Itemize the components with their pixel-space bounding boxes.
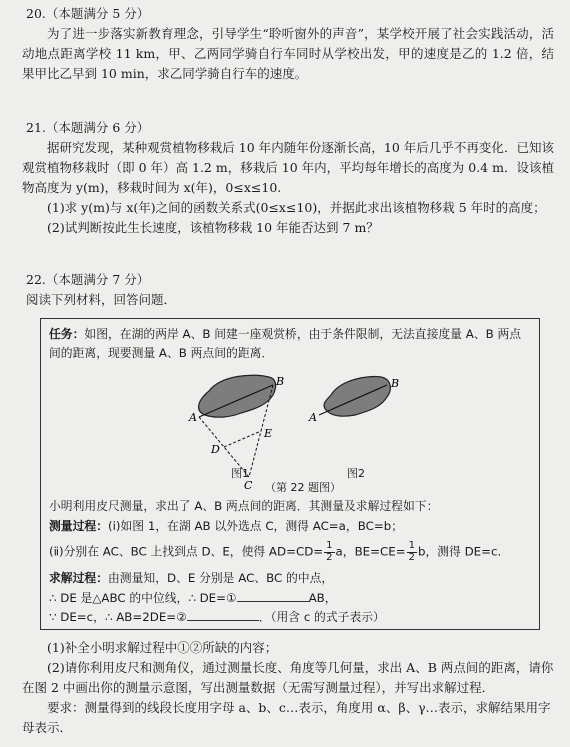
task-label: 任务： [49,327,85,341]
q21-body: 据研究发现，某种观赏植物移栽后 10 年内随年份逐渐长高，10 年后几乎不再变化．已知该观赏植物移栽时（即 0 年）高 1.2 m，移栽后 10 年内，平均每年增长的高度为 0.4 m．设该植物高度为 y(m)，移栽时间为 x(年)，0≤x≤10. [22,140,554,195]
task-text: 如图，在湖的两岸 A、B 间建一座观赏桥，由于条件限制，无法直接度量 A、B 两点间的距离，现要测量 A、B 两点间的距离． [49,327,522,360]
q20-heading: 20.（本题满分 5 分） [26,6,150,21]
answer-blank-1[interactable] [237,589,309,602]
q22-intro: 阅读下列材料，回答问题． [26,292,177,307]
fig2-lake [324,377,390,417]
figure-title: （第 22 题图） [265,481,341,494]
figures-area [41,365,525,494]
fig1-label-b: B [276,375,285,388]
fig2-caption: 图2 [347,467,365,480]
measure-step-1: 测量过程：(ⅰ)如图 1，在湖 AB 以外选点 C，测得 AC=a，BC=b； [49,519,404,533]
fig1-segment-de [224,431,261,447]
solve-label: 求解过程： [49,571,108,585]
q21-sub2: (2)试判断按此生长速度，该植物移栽 10 年能否达到 7 m？ [47,220,379,235]
q22-requirement: 要求：测量得到的线段长度用字母 a、b、c…表示，角度用 α、β、γ…表示，求解结果用字母表示． [22,700,551,735]
solve-step-3: ∵ DE=c，∴ AB=2DE=② ．（用含 c 的式子表示） [49,610,385,624]
fraction-half-1: $\frac{1}{2}$ [326,540,333,563]
fig1-lake [199,375,276,417]
answer-blank-2[interactable] [187,608,259,621]
q21-sub1: (1)求 y(m)与 x(年)之间的函数关系式(0≤x≤10)，并据此求出该植物移栽 5 年时的高度； [47,200,546,215]
measure-label: 测量过程： [49,519,108,533]
figures-svg [41,365,525,491]
fig1-label-e: E [264,427,273,440]
fig2-label-b: B [391,377,400,390]
q22-heading: 22.（本题满分 7 分） [26,272,150,287]
q22-part2: (2)请你利用皮尺和测角仪，通过测量长度、角度等几何量，求出 A、B 两点间的距离，请你在图 2 中画出你的测量示意图，写出测量数据（无需写测量过程），并写出求解过程． [22,660,554,695]
solve-step-1: 求解过程：由测量知，D、E 分别是 AC、BC 的中点， [49,571,334,585]
ming-intro: 小明利用皮尺测量，求出了 A、B 两点间的距离．其测量及求解过程如下： [49,499,439,513]
material-box [40,318,540,630]
fig1-label-d: D [211,443,220,456]
solve-step-2: ∴ DE 是△ABC 的中位线，∴ DE=① AB， [49,591,337,605]
task-statement [49,325,531,362]
fig1-caption: 图1 [231,467,249,480]
fig1-label-a: A [189,411,197,424]
fig1-label-c: C [244,479,253,491]
q20-body: 为了进一步落实新教育理念，引导学生“聆听窗外的声音”，某学校开展了社会实践活动，活动地点距离学校 11 km，甲、乙两同学骑自行车同时从学校出发，甲的速度是乙的 1.2 倍，结果甲比乙早到 10 min，求乙同学骑自行车的速度。 [22,26,554,81]
q22-part1: (1)补全小明求解过程中①②所缺的内容； [47,640,278,655]
fig2-label-a: A [309,411,317,424]
q21-heading: 21.（本题满分 6 分） [26,120,150,135]
fraction-half-2: $\frac{1}{2}$ [408,540,415,563]
measure-step-2: (ⅱ)分别在 AC、BC 上找到点 D、E，使得 AD=CD= $\frac{1}{2}$ a，BE=CE= $\frac{1}{2}$ b，测得 DE=c. [49,540,502,563]
